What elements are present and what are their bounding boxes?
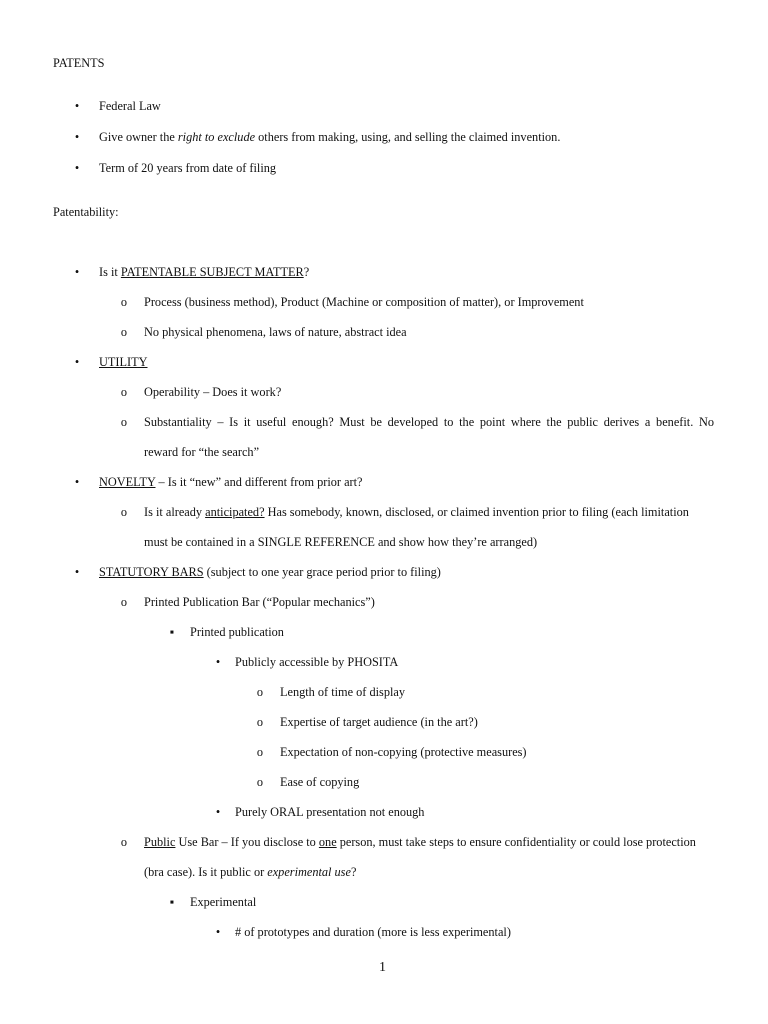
bullet-square: ▪ (169, 625, 175, 639)
factor-item: Expectation of non-copying (protective measures) (280, 745, 527, 759)
underlined-term: one (318, 835, 337, 849)
underlined-term: NOVELTY (99, 475, 156, 489)
bullet-disc: • (215, 925, 221, 939)
underlined-term: STATUTORY BARS (99, 565, 204, 579)
bullet-circle: o (120, 415, 128, 429)
underlined-term: PATENTABLE SUBJECT MATTER (120, 265, 304, 279)
bullet-circle: o (120, 595, 128, 609)
intro-item-right-to-exclude (99, 129, 560, 145)
publicly-accessible: Publicly accessible by PHOSITA (235, 655, 399, 669)
utility-item-substantiality: Substantiality – Is it useful enough? Must be developed to the point where the public derives a benefit. No (144, 415, 714, 429)
printed-publication: Printed publication (190, 625, 284, 639)
bullet-disc: • (74, 475, 80, 489)
subject-matter-item: Process (business method), Product (Machine or composition of matter), or Improvement (144, 295, 584, 309)
bullet-disc: • (74, 99, 80, 113)
public-use-bar (144, 834, 696, 850)
bullet-circle: o (120, 835, 128, 849)
intro-item-federal-law: Federal Law (99, 99, 161, 113)
prototypes-item: # of prototypes and duration (more is less experimental) (235, 925, 511, 939)
text-run: Give owner the (99, 130, 178, 144)
bullet-circle: o (256, 715, 264, 729)
subject-matter-heading (99, 264, 309, 280)
factor-item: Ease of copying (280, 775, 360, 789)
bullet-disc: • (74, 161, 80, 175)
bullet-disc: • (215, 655, 221, 669)
factor-item: Length of time of display (280, 685, 405, 699)
statutory-bars-heading (99, 564, 441, 580)
text-run: – Is it “new” and different from prior art? (155, 475, 363, 489)
bullet-circle: o (120, 325, 128, 339)
text-run: Is it already (144, 505, 206, 519)
oral-presentation: Purely ORAL presentation not enough (235, 805, 425, 819)
patentability-heading: Patentability: (53, 205, 119, 219)
bullet-circle: o (256, 745, 264, 759)
experimental: Experimental (190, 895, 257, 909)
novelty-heading (99, 474, 363, 490)
intro-item-term: Term of 20 years from date of filing (99, 161, 277, 175)
bullet-circle: o (120, 505, 128, 519)
emphasis-run: experimental use (267, 865, 351, 879)
novelty-item-continuation: must be contained in a SINGLE REFERENCE and show how they’re arranged) (144, 535, 538, 549)
text-run: others from making, using, and selling the claimed invention. (255, 130, 561, 144)
text-run: Use Bar – If you disclose to (175, 835, 319, 849)
bullet-disc: • (74, 565, 80, 579)
text-run: Is it (99, 265, 121, 279)
bullet-circle: o (120, 295, 128, 309)
text-run: (bra case). Is it public or (144, 865, 268, 879)
underlined-term: Public (144, 835, 176, 849)
bullet-circle: o (120, 385, 128, 399)
bullet-circle: o (256, 685, 264, 699)
text-run: Has somebody, known, disclosed, or claimed invention prior to filing (each limitation (264, 505, 689, 519)
underlined-term: anticipated? (205, 505, 265, 519)
bullet-disc: • (74, 265, 80, 279)
utility-heading: UTILITY (99, 355, 148, 369)
utility-item-operability: Operability – Does it work? (144, 385, 282, 399)
page-number: 1 (379, 960, 386, 975)
bullet-circle: o (256, 775, 264, 789)
bullet-disc: • (74, 130, 80, 144)
page-title: PATENTS (53, 56, 105, 70)
text-run: person, must take steps to ensure confidentiality or could lose protection (336, 835, 696, 849)
printed-publication-bar: Printed Publication Bar (“Popular mechanics”) (144, 595, 375, 609)
public-use-continuation (144, 864, 356, 880)
subject-matter-item: No physical phenomena, laws of nature, abstract idea (144, 325, 407, 339)
bullet-square: ▪ (169, 895, 175, 909)
emphasis-run: right to exclude (177, 130, 256, 144)
text-run: ? (350, 865, 357, 879)
utility-item-continuation: reward for “the search” (144, 445, 260, 459)
text-run: ? (303, 265, 310, 279)
factor-item: Expertise of target audience (in the art?) (280, 715, 478, 729)
bullet-disc: • (215, 805, 221, 819)
text-run: (subject to one year grace period prior to filing) (203, 565, 441, 579)
bullet-disc: • (74, 355, 80, 369)
novelty-item (144, 504, 689, 520)
